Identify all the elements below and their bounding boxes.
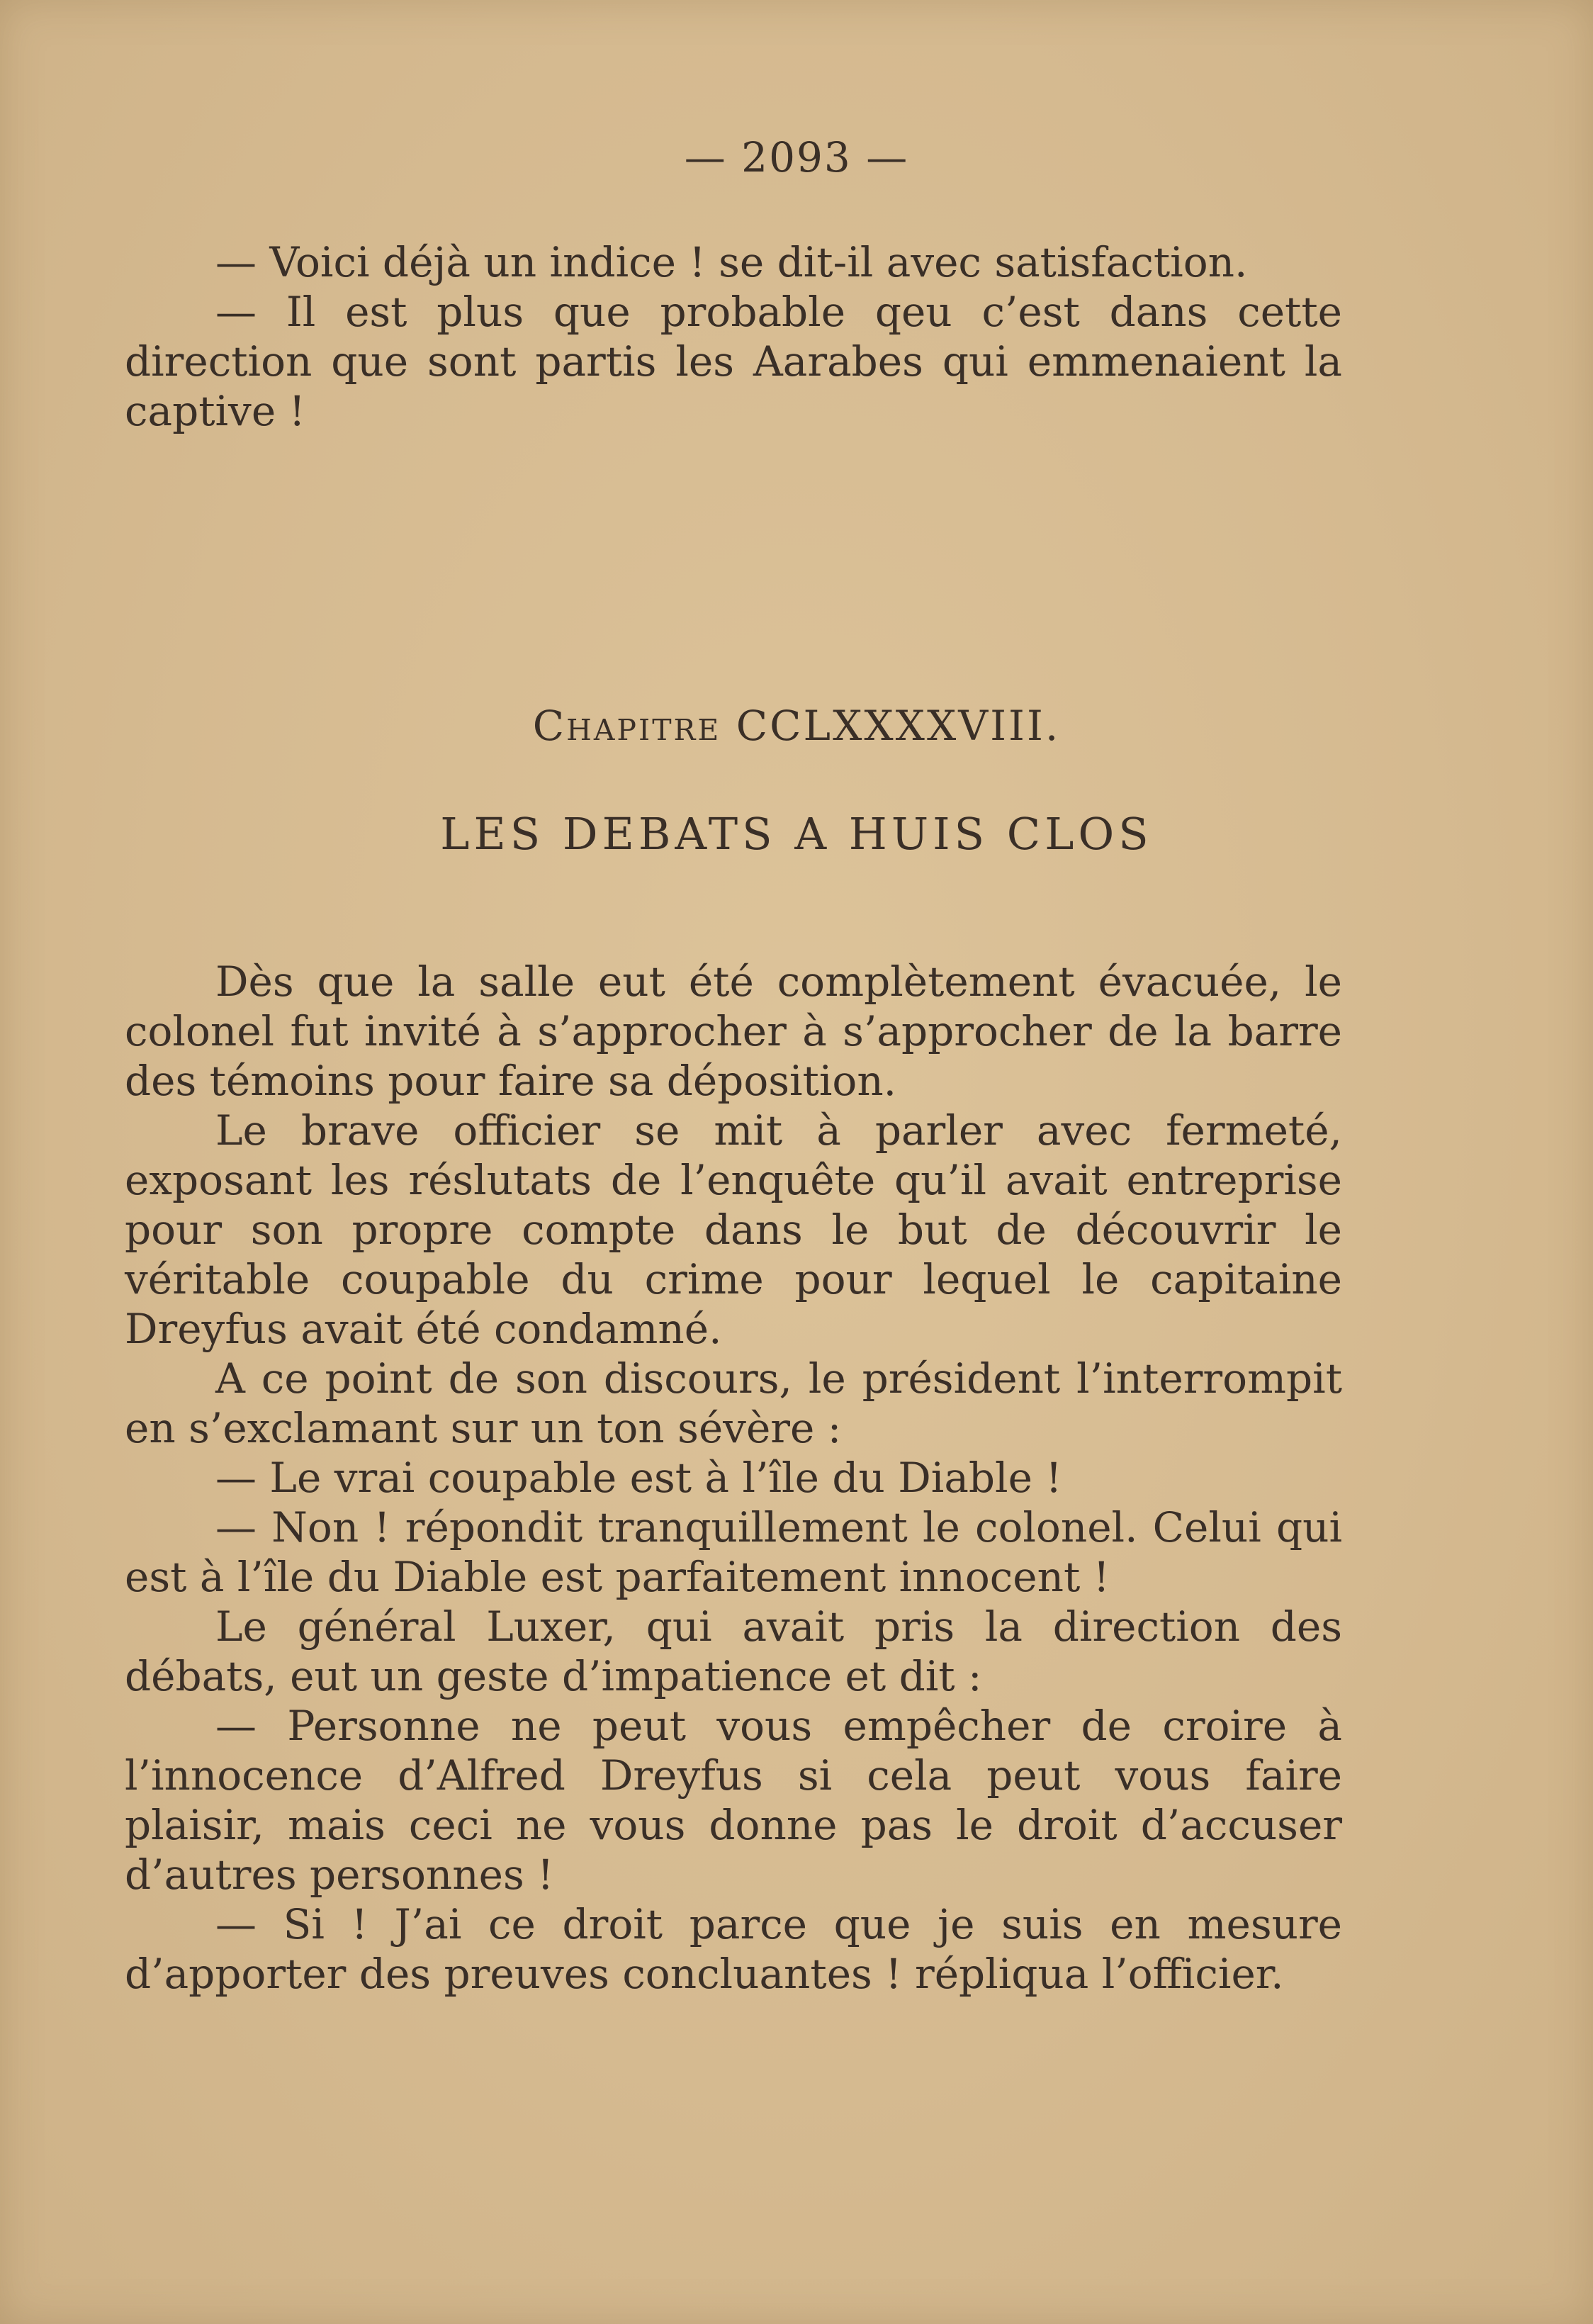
dialogue-line: — Personne ne peut vous empêcher de croire à l’innocence d’Alfred Dreyfus si cela peut vous faire plaisir, mais ceci ne vous donne pas le droit d’accuser d’autres personnes ! <box>125 1702 1342 1899</box>
dialogue-line: — Non ! répondit tranquillement le colonel. Celui qui est à l’île du Diable est parfaitement innocent ! <box>125 1503 1342 1601</box>
paragraph: Le brave officier se mit à parler avec fermeté, exposant les réslutats de l’enquête qu’il avait entreprise pour son propre compte dans le but de découvrir le véritable coupable du crime pour lequel le capitaine Dreyfus avait été condamné. <box>125 1106 1342 1353</box>
paragraph: — Il est plus que probable qeu c’est dans cette direction que sont partis les Aarabes qui emmenaient la captive ! <box>125 288 1342 435</box>
paragraph: — Voici déjà un indice ! se dit-il avec satisfaction. <box>215 238 1248 286</box>
paragraph: Dès que la salle eut été complètement évacuée, le colonel fut invité à s’approcher à s’approcher de la barre des témoins pour faire sa déposition. <box>125 958 1342 1105</box>
dialogue-line: — Le vrai coupable est à l’île du Diable ! <box>215 1454 1062 1502</box>
intro-text-block <box>125 237 1342 436</box>
page-number: — 2093 — <box>684 133 909 181</box>
dialogue-line: — Si ! J’ai ce droit parce que je suis en mesure d’apporter des preuves concluantes ! répliqua l’officier. <box>125 1900 1342 1998</box>
chapter-title: LES DEBATS A HUIS CLOS <box>440 808 1153 860</box>
paragraph: Le général Luxer, qui avait pris la direction des débats, eut un geste d’impatience et dit : <box>125 1602 1342 1700</box>
paragraph: A ce point de son discours, le président l’interrompit en s’exclamant sur un ton sévère : <box>125 1354 1342 1452</box>
main-text-block <box>125 957 1342 1999</box>
chapter-label <box>0 702 1593 750</box>
chapter-label-text: Chapitre CCLXXXXVIII. <box>532 702 1061 750</box>
